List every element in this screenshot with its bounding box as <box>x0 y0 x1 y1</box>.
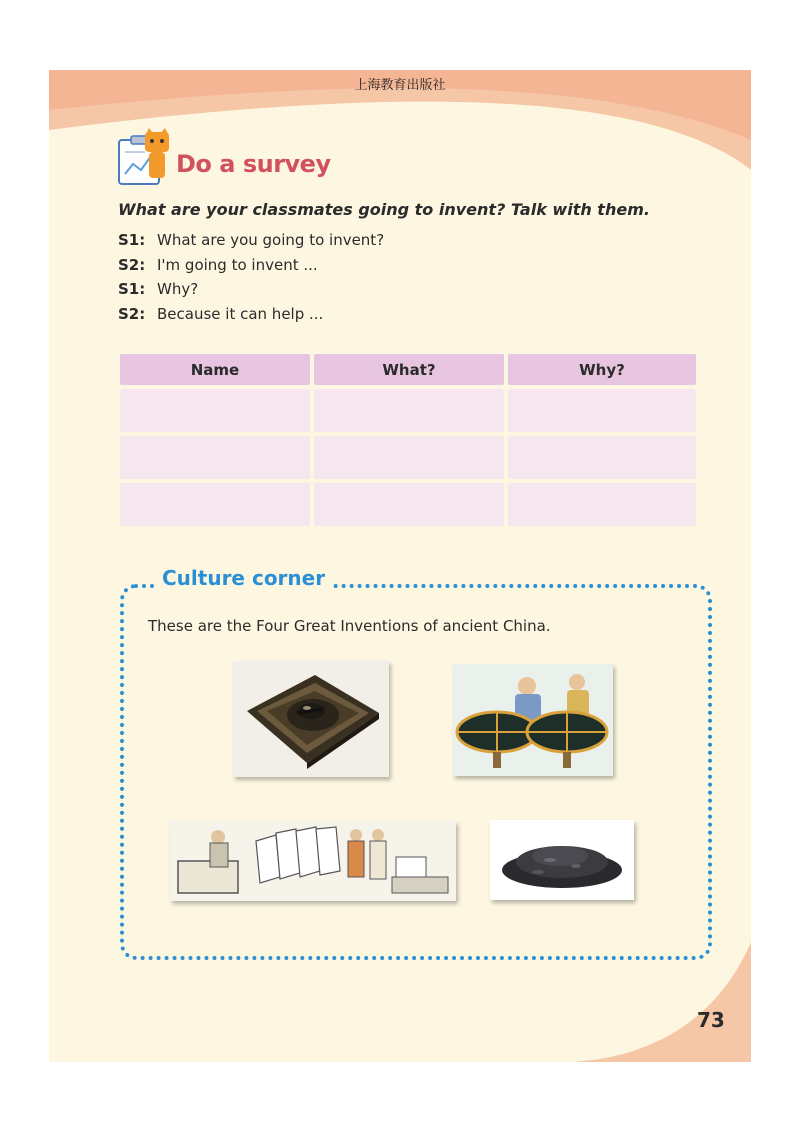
dialogue-text: I'm going to invent ... <box>157 255 318 274</box>
table-cell-why[interactable] <box>508 389 696 432</box>
table-cell-what[interactable] <box>314 483 504 526</box>
page-number: 73 <box>697 1008 725 1032</box>
table-row <box>120 483 696 526</box>
survey-instruction: What are your classmates going to invent? Talk with them. <box>118 200 650 219</box>
table-cell-why[interactable] <box>508 436 696 479</box>
speaker-label: S2: <box>118 304 146 323</box>
compass-photo <box>233 661 389 777</box>
dialogue-line <box>118 305 384 330</box>
papermaking-illustration <box>170 821 456 901</box>
table-cell-name[interactable] <box>120 436 310 479</box>
table-cell-what[interactable] <box>314 436 504 479</box>
culture-corner-title: Culture corner <box>156 566 331 590</box>
publisher-name: 上海教育出版社 <box>354 78 446 93</box>
culture-corner-box <box>120 584 712 960</box>
survey-table <box>120 354 696 530</box>
dialogue <box>118 231 384 329</box>
dialogue-text: Because it can help ... <box>157 304 324 323</box>
table-cell-what[interactable] <box>314 389 504 432</box>
dialogue-line <box>118 231 384 256</box>
textbook-page <box>49 70 751 1062</box>
table-row <box>120 389 696 432</box>
table-header-row <box>120 354 696 385</box>
speaker-label: S1: <box>118 280 146 298</box>
table-cell-why[interactable] <box>508 483 696 526</box>
survey-title: Do a survey <box>176 150 331 178</box>
header-why: Why? <box>508 354 696 385</box>
table-cell-name[interactable] <box>120 389 310 432</box>
dialogue-line <box>118 256 384 281</box>
header-name: Name <box>120 354 310 385</box>
clipboard-cat-icon <box>115 128 177 190</box>
speaker-label: S1: <box>118 231 146 249</box>
table-cell-name[interactable] <box>120 483 310 526</box>
culture-corner-text: These are the Four Great Inventions of ancient China. <box>148 617 551 635</box>
bottom-decoration-wave <box>571 942 751 1062</box>
header-what: What? <box>314 354 504 385</box>
dialogue-text: Why? <box>157 280 199 298</box>
speaker-label: S2: <box>118 255 146 274</box>
table-row <box>120 436 696 479</box>
printing-illustration <box>453 664 613 776</box>
gunpowder-photo <box>490 820 634 900</box>
dialogue-line <box>118 280 384 305</box>
dialogue-text: What are you going to invent? <box>157 231 385 249</box>
